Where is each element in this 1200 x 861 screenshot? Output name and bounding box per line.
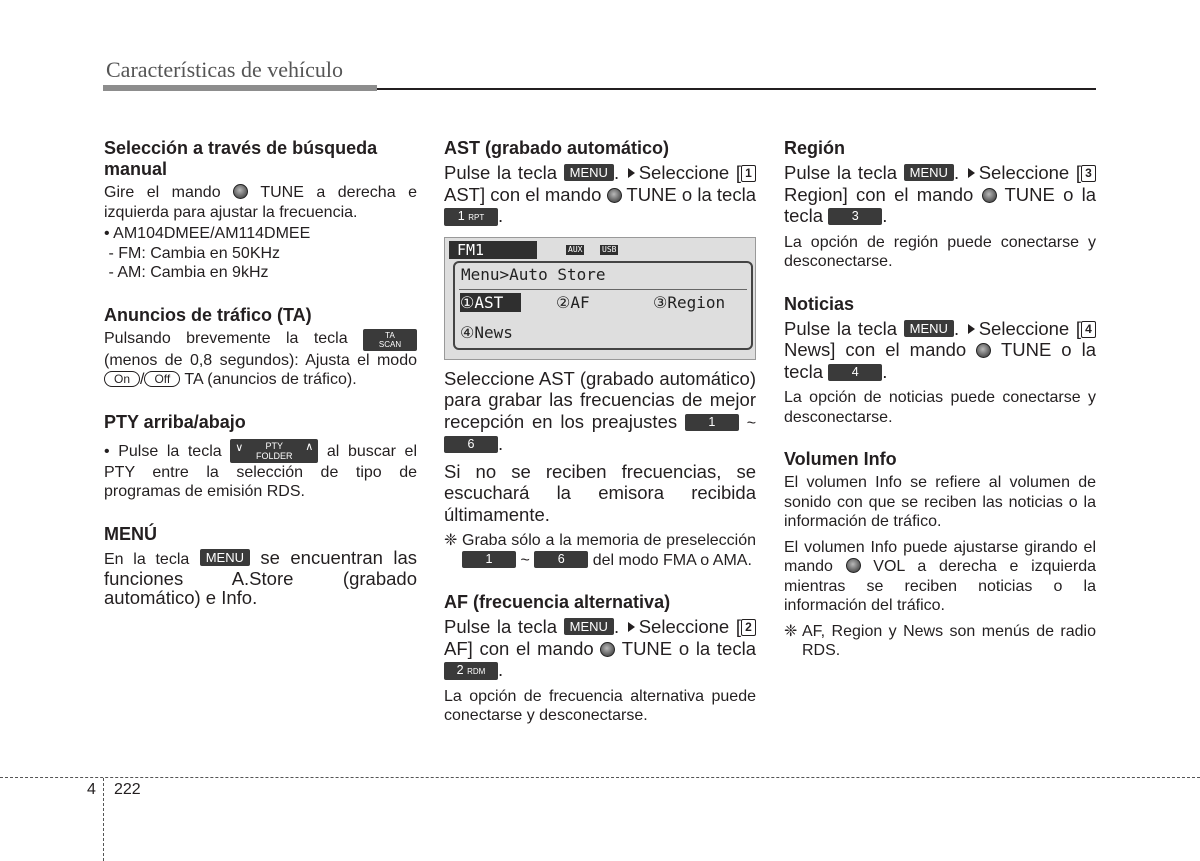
- text: En la tecla: [104, 550, 190, 568]
- tune-knob-icon: [976, 343, 991, 358]
- text: AST] con el mando: [444, 183, 602, 205]
- text: AF, Region y News son menús de radio RDS.: [802, 622, 1096, 659]
- text: .: [613, 616, 626, 637]
- chapter-number: 4: [87, 781, 96, 798]
- preset-6-key: 6: [534, 551, 588, 568]
- column-2: [444, 138, 756, 726]
- column-3: [784, 138, 1096, 661]
- key-label: 1: [457, 209, 465, 223]
- text: Pulse la tecla: [784, 162, 898, 183]
- arrow-right-icon: [968, 168, 975, 178]
- text: Gire el mando: [104, 184, 221, 201]
- text: .: [613, 162, 626, 183]
- arrow-right-icon: [628, 168, 635, 178]
- display-aux-badge: AUX: [568, 244, 583, 254]
- text: se encuentran las funciones A.Store (grabado automático) e Info.: [104, 546, 418, 608]
- section-title-region: Región: [784, 138, 845, 158]
- paragraph-region-description: La opción de región puede conectarse y desconectarse.: [784, 233, 1096, 270]
- text: TUNE o la tecla: [784, 339, 1097, 382]
- paragraph-volume-info-1: El volumen Info se refiere al volumen de sonido con que se reciben las noticias o la información de tráfico.: [784, 474, 1096, 530]
- footer-dashed-rule: [0, 777, 1200, 778]
- paragraph-traffic: [104, 329, 417, 390]
- menu-key: MENU: [564, 164, 614, 181]
- preset-1-key: 1: [462, 551, 516, 568]
- paragraph-pty: [104, 439, 417, 502]
- key-label: TA: [385, 330, 395, 340]
- number-2-icon: 2: [741, 619, 756, 636]
- key-label: 2: [456, 663, 464, 677]
- number-4-icon: 4: [1081, 321, 1096, 338]
- paragraph-menu: [104, 548, 417, 608]
- text: del modo FMA o AMA.: [592, 551, 752, 569]
- key-label: PTY: [265, 440, 284, 451]
- key-label: FOLDER: [256, 450, 293, 461]
- text: Seleccione [: [638, 162, 741, 183]
- text: TUNE o la tecla: [626, 183, 756, 205]
- note-rds: [784, 622, 1096, 661]
- text: AF] con el mando: [444, 637, 594, 659]
- text: Seleccione [: [638, 616, 741, 637]
- display-item-af: ②AF: [556, 292, 590, 312]
- section-title-pty: PTY arriba/abajo: [104, 411, 246, 432]
- section-title-manual-search: Selección a través de búsqueda manual: [104, 138, 378, 179]
- tune-knob-icon: [233, 184, 248, 199]
- number-3-icon: 3: [1081, 165, 1096, 182]
- header-rule: [377, 88, 1096, 90]
- ta-scan-key: [363, 329, 417, 351]
- bullet-model: • AM104DMEE/AM114DMEE: [104, 225, 311, 242]
- menu-key: MENU: [200, 549, 250, 566]
- tune-knob-icon: [982, 188, 997, 203]
- text: News] con el mando: [784, 339, 967, 360]
- text: Seleccione [: [978, 162, 1081, 183]
- text: (menos de 0,8 segundos): Ajusta el modo: [104, 351, 417, 369]
- preset-1-rpt-key: [444, 208, 498, 226]
- text: .: [953, 162, 966, 183]
- preset-1-key: 1: [685, 414, 739, 431]
- text: TUNE o la tecla: [621, 637, 756, 659]
- text: TUNE o la tecla: [784, 183, 1097, 226]
- text: • Pulse la tecla: [104, 442, 222, 460]
- section-title-news: Noticias: [784, 293, 855, 314]
- text: .: [882, 360, 888, 382]
- display-item-region: ③Region: [653, 292, 726, 312]
- page-number: 222: [114, 781, 141, 798]
- display-item-ast: ①AST: [460, 293, 521, 312]
- text: .: [882, 205, 888, 226]
- page-header-title: Características de vehículo: [106, 57, 344, 82]
- text: VOL a derecha e izquierda mientras se reciben noticias o la información del tráfico.: [784, 558, 1096, 614]
- display-item-news: ④News: [460, 322, 513, 342]
- header-accent-bar: [103, 85, 377, 91]
- text: .: [498, 659, 504, 680]
- key-label: SCAN: [378, 339, 402, 349]
- text: .: [953, 317, 966, 339]
- section-title-ast: AST (grabado automático): [444, 138, 670, 158]
- text: Pulse la tecla: [444, 162, 558, 183]
- footer-dashed-divider: [103, 778, 104, 861]
- display-menu-panel: [453, 261, 753, 350]
- chevron-up-icon: ∧: [305, 440, 314, 453]
- text: Pulse la tecla: [444, 616, 558, 637]
- paragraph-news-description: La opción de noticias puede conectarse y desconectarse.: [784, 389, 1096, 426]
- paragraph-region-instructions: [784, 162, 1096, 227]
- text: .: [498, 433, 504, 454]
- text: /: [140, 371, 145, 388]
- bullet-am: - AM: Cambia en 9kHz: [104, 264, 269, 281]
- tune-knob-icon: [600, 642, 615, 657]
- section-title-af: AF (frecuencia alternativa): [444, 592, 671, 612]
- section-title-menu: MENÚ: [104, 523, 157, 544]
- paragraph-ast-fallback: Si no se reciben frecuencias, se escuchará la emisora recibida últimamente.: [444, 460, 756, 525]
- preset-6-key: 6: [444, 436, 498, 453]
- chevron-down-icon: ∨: [235, 441, 244, 454]
- paragraph-af-description: La opción de frecuencia alternativa puede conectarse y desconectarse.: [444, 687, 756, 724]
- on-key: On: [104, 371, 140, 387]
- column-1: [104, 138, 417, 607]
- arrow-right-icon: [628, 622, 635, 632]
- tune-knob-icon: [607, 188, 622, 203]
- arrow-right-icon: [968, 324, 975, 334]
- note-mark-icon: ❈: [444, 532, 458, 549]
- menu-key: MENU: [904, 164, 954, 181]
- display-divider: [459, 289, 747, 290]
- text: Seleccione AST (grabado automático) para grabar las frecuencias de mejor recepción en los preajustes: [444, 367, 756, 432]
- note-ast: [444, 531, 756, 570]
- paragraph-af-instructions: [444, 616, 756, 681]
- text: ~: [746, 414, 757, 432]
- note-mark-icon: ❈: [784, 622, 798, 640]
- paragraph-news-instructions: [784, 318, 1096, 383]
- text: Pulse la tecla: [784, 317, 898, 339]
- radio-display-screenshot: [444, 237, 756, 360]
- display-band: FM1: [449, 241, 537, 259]
- menu-key: MENU: [904, 320, 954, 337]
- preset-3-key: 3: [828, 208, 882, 225]
- off-key: Off: [144, 371, 180, 387]
- menu-key: MENU: [564, 618, 614, 635]
- key-label: RPT: [468, 213, 485, 222]
- display-menu-title: Menu>Auto Store: [461, 264, 606, 284]
- paragraph-ast-description: [444, 368, 756, 455]
- text: ~: [520, 551, 530, 569]
- number-1-icon: 1: [741, 165, 756, 182]
- text: El volumen Info puede ajustarse girando el mando: [784, 538, 1096, 575]
- preset-2-rdm-key: [444, 662, 498, 680]
- bullet-fm: - FM: Cambia en 50KHz: [104, 244, 281, 262]
- text: Seleccione [: [978, 317, 1081, 339]
- preset-4-key: 4: [828, 364, 882, 381]
- display-usb-badge: USB: [602, 244, 617, 254]
- text: TA (anuncios de tráfico).: [184, 371, 357, 388]
- text: al buscar el PTY entre la selección de tipo de programas de emisión RDS.: [104, 442, 418, 500]
- text: Graba sólo a la memoria de preselección: [462, 532, 756, 549]
- text: .: [498, 205, 504, 226]
- pty-folder-key: [230, 439, 318, 463]
- paragraph-ast-instructions: [444, 162, 756, 227]
- section-title-volume-info: Volumen Info: [784, 449, 897, 469]
- text: TUNE a derecha e izquierda para ajustar la frecuencia.: [104, 184, 417, 221]
- section-title-traffic: Anuncios de tráfico (TA): [104, 304, 312, 325]
- key-label: RDM: [467, 667, 486, 676]
- vol-knob-icon: [846, 558, 861, 573]
- text: Pulsando brevemente la tecla: [104, 329, 348, 347]
- text: Region] con el mando: [784, 183, 974, 205]
- paragraph-manual-search: [104, 183, 417, 222]
- paragraph-volume-info-2: [784, 538, 1096, 616]
